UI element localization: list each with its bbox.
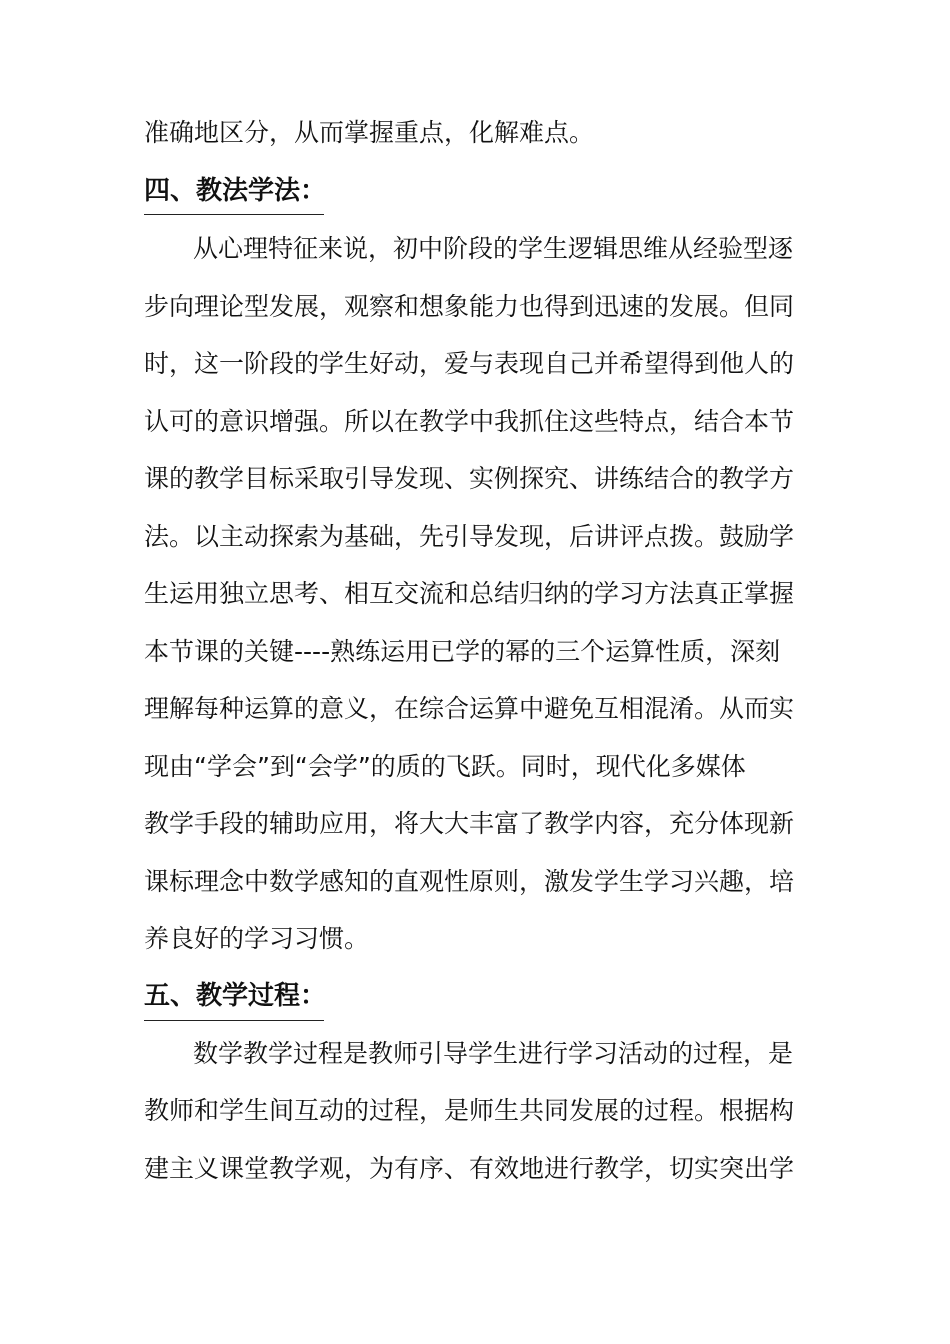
section-4-line: 现由“学会”到“会学”的质的飞跃。同时，现代化多媒体 <box>144 752 746 781</box>
section-5-line: 教师和学生间互动的过程，是师生共同发展的过程。根据构 <box>144 1096 795 1125</box>
section-4-underline <box>144 214 324 215</box>
section-5-line: 建主义课堂教学观，为有序、有效地进行教学，切实突出学 <box>144 1154 795 1183</box>
intro-line: 准确地区分，从而掌握重点，化解难点。 <box>144 118 595 147</box>
section-4-line: 时，这一阶段的学生好动，爱与表现自己并希望得到他人的 <box>144 349 795 378</box>
section-4-line: 课的教学目标采取引导发现、实例探究、讲练结合的教学方 <box>144 464 795 493</box>
section-5-underline <box>144 1020 324 1021</box>
section-4-line: 理解每种运算的意义，在综合运算中避免互相混淆。从而实 <box>144 694 795 723</box>
section-4-heading: 四、教法学法： <box>144 176 327 206</box>
section-5-heading: 五、教学过程： <box>144 981 327 1011</box>
section-5-line: 数学教学过程是教师引导学生进行学习活动的过程，是 <box>193 1039 794 1068</box>
section-4-line: 本节课的关键----熟练运用已学的幂的三个运算性质，深刻 <box>144 637 781 666</box>
section-4-line: 从心理特征来说，初中阶段的学生逻辑思维从经验型逐 <box>193 234 794 263</box>
section-4-line: 认可的意识增强。所以在教学中我抓住这些特点，结合本节 <box>144 407 795 436</box>
section-4-line: 步向理论型发展，观察和想象能力也得到迅速的发展。但同 <box>144 292 795 321</box>
section-4-line: 养良好的学习习惯。 <box>144 924 370 953</box>
section-4-line: 生运用独立思考、相互交流和总结归纳的学习方法真正掌握 <box>144 579 795 608</box>
section-4-line: 法。以主动探索为基础，先引导发现，后讲评点拨。鼓励学 <box>144 522 795 551</box>
section-4-line: 教学手段的辅助应用，将大大丰富了教学内容，充分体现新 <box>144 809 795 838</box>
section-4-line: 课标理念中数学感知的直观性原则，激发学生学习兴趣，培 <box>144 867 795 896</box>
